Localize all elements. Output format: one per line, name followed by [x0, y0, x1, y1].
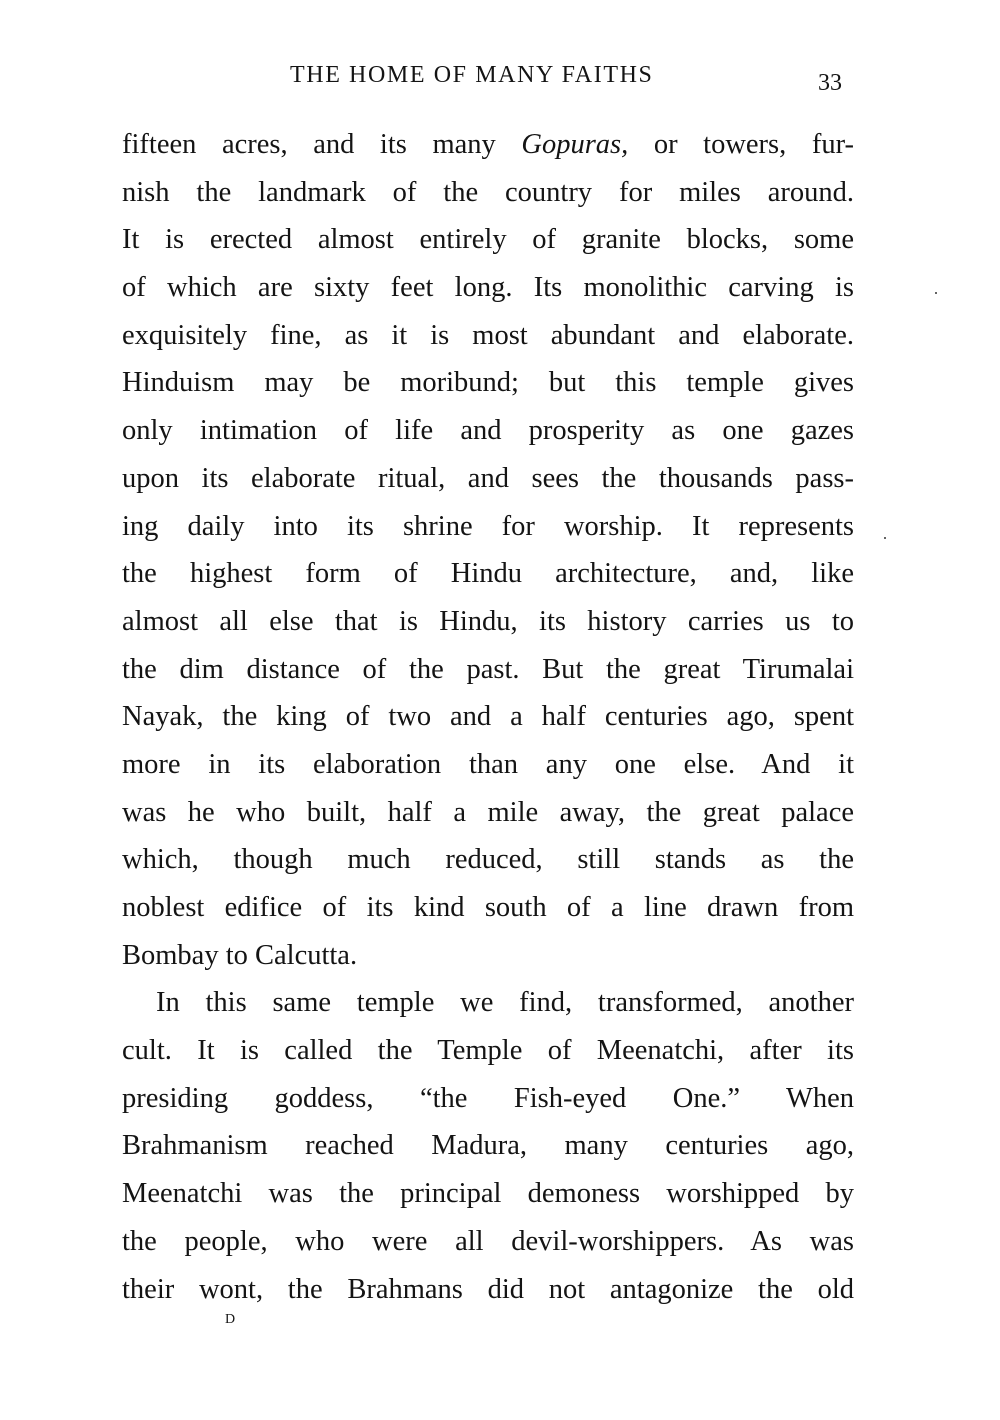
- text-line-p1-9: ing daily into its shrine for worship. It represents: [122, 510, 854, 542]
- text-line-p1-12: the dim distance of the past. But the great Tirumalai: [122, 653, 854, 685]
- text-line-p1-6: Hinduism may be moribund; but this temple gives: [122, 367, 854, 399]
- text-line-p2-5: Meenatchi was the principal demoness worshipped by: [122, 1178, 854, 1210]
- text-line-p1-5: exquisitely fine, as it is most abundant and elaborate.: [122, 319, 854, 351]
- running-head-title: THE HOME OF MANY FAITHS: [290, 62, 654, 88]
- signature-mark: D: [225, 1312, 236, 1327]
- text-line-p1-1-before: fifteen acres, and its many: [122, 129, 522, 160]
- text-line-p1-11: almost all else that is Hindu, its history carries us to: [122, 605, 854, 637]
- body-text: [122, 121, 854, 1313]
- scan-speck: [884, 537, 886, 539]
- text-line-p2-3: presiding goddess, “the Fish-eyed One.” When: [122, 1082, 854, 1114]
- text-line-p1-17: noblest edifice of its kind south of a line drawn from: [122, 892, 854, 923]
- text-line-p1-2: nish the landmark of the country for miles around.: [122, 176, 854, 208]
- text-line-p2-6: the people, who were all devil-worshippers. As was: [122, 1225, 854, 1257]
- text-line-p2-2: cult. It is called the Temple of Meenatchi, after its: [122, 1035, 854, 1067]
- text-line-p1-16: which, though much reduced, still stands as the: [122, 844, 854, 876]
- italic-term-gopuras: Gopuras,: [521, 129, 629, 160]
- text-line-p1-18: Bombay to Calcutta.: [122, 939, 358, 971]
- text-line-p1-10: the highest form of Hindu architecture, and, like: [122, 558, 854, 590]
- scan-speck: [935, 292, 937, 294]
- text-line-p1-4: of which are sixty feet long. Its monolithic carving is: [122, 272, 854, 304]
- text-line-p2-4: Brahmanism reached Madura, many centuries ago,: [122, 1130, 854, 1162]
- text-line-p1-1: [122, 121, 854, 169]
- text-line-p1-1-after: or towers, fur-: [628, 129, 855, 160]
- paragraph-1: [122, 121, 854, 979]
- text-line-p1-13: Nayak, the king of two and a half centuries ago, spent: [122, 701, 854, 733]
- text-line-p1-15: was he who built, half a mile away, the great palace: [122, 796, 854, 828]
- text-line-p2-1: In this same temple we find, transformed, another: [156, 987, 854, 1019]
- page-number: 33: [818, 70, 842, 96]
- text-line-p1-8: upon its elaborate ritual, and sees the thousands pass-: [122, 462, 854, 494]
- text-line-p1-3: It is erected almost entirely of granite blocks, some: [122, 224, 854, 256]
- text-line-p2-7: their wont, the Brahmans did not antagonize the old: [122, 1273, 854, 1305]
- text-line-p1-14: more in its elaboration than any one else. And it: [122, 748, 854, 780]
- text-line-p1-7: only intimation of life and prosperity as one gazes: [122, 415, 854, 447]
- paragraph-2: [122, 979, 854, 1313]
